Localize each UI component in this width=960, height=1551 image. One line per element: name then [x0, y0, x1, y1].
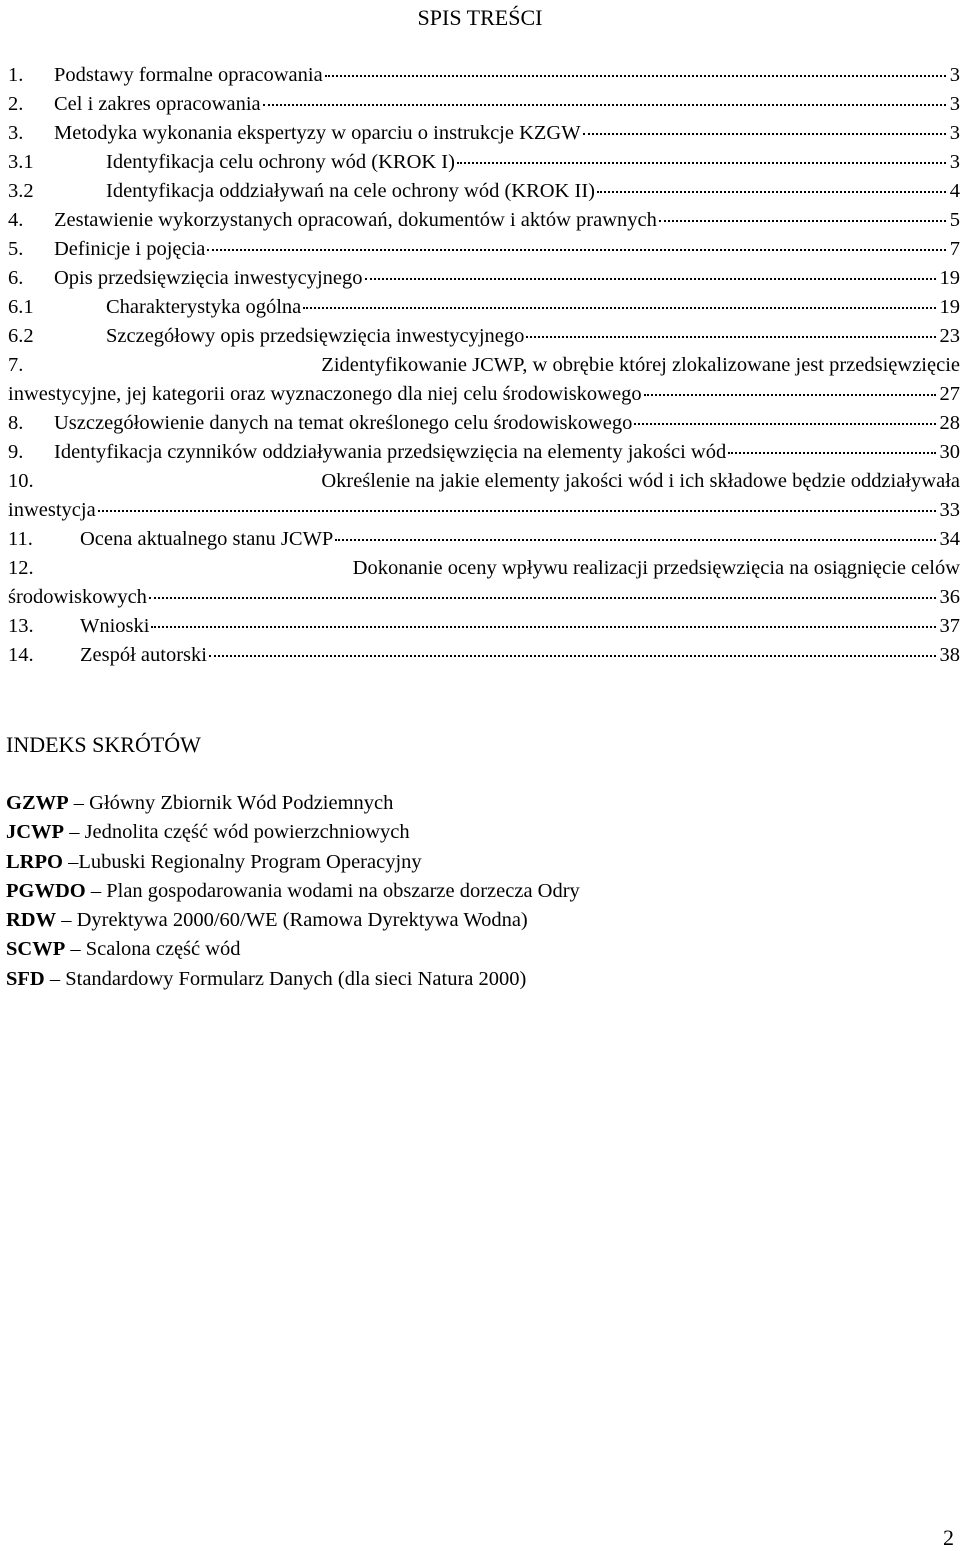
- toc-entry-page: 33: [939, 499, 960, 521]
- abbreviation-code: GZWP: [6, 792, 69, 814]
- toc-entry-number: 6.: [8, 267, 24, 289]
- toc-dot-leader: [659, 219, 946, 222]
- abbreviation-description: Jednolita część wód powierzchniowych: [84, 821, 410, 844]
- toc-entry-number: 9.: [8, 441, 24, 463]
- toc-entry-title: Charakterystyka ogólna: [106, 296, 302, 318]
- toc-entry[interactable]: [8, 583, 960, 612]
- toc-dot-leader: [457, 161, 946, 164]
- abbreviation-code: LRPO: [6, 850, 63, 873]
- toc-entry-title: Zestawienie wykorzystanych opracowań, dokumentów i aktów prawnych: [54, 209, 657, 231]
- toc-entry-title: Identyfikacja czynników oddziaływania przedsięwzięcia na elementy jakości wód: [54, 441, 727, 463]
- toc-dot-leader: [634, 422, 935, 425]
- abbreviation-item: [6, 965, 956, 994]
- toc-entry-title: Uszczegółowienie danych na temat określonego celu środowiskowego: [54, 412, 633, 434]
- toc-entry-number: 13.: [8, 615, 34, 637]
- toc-dot-leader: [207, 248, 945, 251]
- toc-entry-page: 30: [939, 441, 960, 463]
- toc-dot-leader: [335, 538, 935, 541]
- toc-entry-number: 3.1: [8, 151, 34, 173]
- toc-entry-title: Szczegółowy opis przedsięwzięcia inwestycyjnego: [106, 325, 525, 347]
- toc-dot-leader: [151, 625, 935, 628]
- toc-dot-leader: [644, 393, 936, 396]
- toc-entry-title: Wnioski: [80, 615, 150, 637]
- toc-entry-title: Metodyka wykonania ekspertyzy w oparciu o instrukcje KZGW: [54, 122, 581, 144]
- toc-entry[interactable]: [8, 235, 960, 264]
- abbreviation-item: [6, 906, 956, 935]
- toc-entry-page: 3: [949, 93, 960, 115]
- toc-entry-number: 11.: [8, 528, 33, 550]
- toc-dot-leader: [365, 277, 936, 280]
- abbreviations-list: [6, 789, 956, 994]
- toc-dot-leader: [728, 451, 935, 454]
- toc-entry[interactable]: [8, 380, 960, 409]
- toc-entry-page: 23: [939, 325, 960, 347]
- toc-entry-title: Określenie na jakie elementy jakości wód i ich składowe będzie oddziaływała: [321, 470, 960, 492]
- toc-dot-leader: [149, 596, 936, 599]
- abbreviation-separator: –: [64, 821, 85, 844]
- toc-entry[interactable]: [8, 641, 960, 670]
- toc-entry-page: 3: [949, 122, 960, 144]
- toc-entry-title: Identyfikacja celu ochrony wód (KROK I): [106, 151, 455, 173]
- toc-entry[interactable]: [8, 496, 960, 525]
- toc-entry-title: Dokonanie oceny wpływu realizacji przedsięwzięcia na osiągnięcie celów: [352, 557, 960, 579]
- toc-entry-number: 12.: [8, 557, 34, 579]
- toc-dot-leader: [325, 74, 946, 77]
- toc-entry[interactable]: [8, 264, 960, 293]
- abbreviation-item: [6, 848, 956, 877]
- abbreviation-description: Plan gospodarowania wodami na obszarze dorzecza Odry: [106, 879, 580, 902]
- toc-entry-page: 19: [939, 296, 960, 318]
- abbreviation-code: SCWP: [6, 938, 66, 961]
- abbreviation-description: Scalona część wód: [85, 938, 241, 961]
- toc-entry-page: 28: [939, 412, 960, 434]
- toc-entry-page: 3: [949, 151, 960, 173]
- toc-entry-title: Ocena aktualnego stanu JCWP: [80, 528, 334, 550]
- abbreviations-heading: INDEKS SKRÓTÓW: [6, 732, 201, 757]
- table-of-contents: [8, 61, 960, 670]
- toc-entry-page: 38: [939, 644, 960, 666]
- toc-dot-leader: [303, 306, 935, 309]
- toc-entry-title: Opis przedsięwzięcia inwestycyjnego: [54, 267, 363, 289]
- toc-entry[interactable]: [8, 119, 960, 148]
- toc-dot-leader: [209, 654, 936, 657]
- toc-entry-number: 5.: [8, 238, 24, 260]
- toc-entry-number: 1.: [8, 64, 24, 86]
- toc-entry-title: Podstawy formalne opracowania: [54, 64, 323, 86]
- abbreviation-description: Lubuski Regionalny Program Operacyjny: [78, 850, 422, 873]
- abbreviation-description: Dyrektywa 2000/60/WE (Ramowa Dyrektywa Wodna): [76, 909, 528, 932]
- toc-entry-title: Cel i zakres opracowania: [54, 93, 261, 115]
- toc-entry[interactable]: [8, 322, 960, 351]
- toc-entry-number: 14.: [8, 644, 34, 666]
- toc-dot-leader: [583, 132, 946, 135]
- toc-entry[interactable]: [8, 438, 960, 467]
- toc-entry-page: 37: [939, 615, 960, 637]
- abbreviation-description: Standardowy Formularz Danych (dla sieci Natura 2000): [65, 967, 527, 990]
- abbreviation-code: SFD: [6, 967, 45, 990]
- toc-entry[interactable]: [8, 525, 960, 554]
- abbreviation-separator: –: [44, 967, 66, 990]
- abbreviation-item: [6, 935, 956, 964]
- toc-entry-title: środowiskowych: [8, 586, 147, 608]
- toc-entry-title: Definicje i pojęcia: [54, 238, 206, 260]
- toc-entry[interactable]: [8, 351, 960, 380]
- toc-dot-leader: [526, 335, 935, 338]
- toc-entry[interactable]: [8, 612, 960, 641]
- toc-dot-leader: [98, 509, 936, 512]
- toc-entry-title: Zidentyfikowanie JCWP, w obrębie której zlokalizowane jest przedsięwzięcie: [321, 354, 960, 376]
- toc-entry-page: 4: [949, 180, 960, 202]
- abbreviation-code: PGWDO: [6, 879, 86, 902]
- abbreviation-code: RDW: [6, 909, 57, 932]
- toc-entry[interactable]: [8, 90, 960, 119]
- toc-entry[interactable]: [8, 177, 960, 206]
- toc-entry[interactable]: [8, 467, 960, 496]
- toc-entry-page: 5: [949, 209, 960, 231]
- toc-entry[interactable]: [8, 554, 960, 583]
- abbreviation-separator: –: [65, 938, 86, 961]
- page-title: SPIS TREŚCI: [417, 5, 543, 30]
- abbreviation-item: [6, 877, 956, 906]
- abbreviation-code: JCWP: [6, 821, 65, 844]
- toc-entry[interactable]: [8, 206, 960, 235]
- toc-entry-page: 19: [939, 267, 960, 289]
- toc-entry-page: 3: [949, 64, 960, 86]
- toc-entry-number: 3.2: [8, 180, 34, 202]
- toc-entry-title: Zespół autorski: [80, 644, 207, 666]
- abbreviation-description: Główny Zbiornik Wód Podziemnych: [89, 792, 394, 814]
- abbreviation-separator: –: [56, 909, 77, 932]
- toc-entry-number: 8.: [8, 412, 24, 434]
- toc-dot-leader: [597, 190, 946, 193]
- toc-entry-page: 36: [939, 586, 960, 608]
- toc-entry[interactable]: [8, 148, 960, 177]
- toc-entry[interactable]: [8, 293, 960, 322]
- toc-dot-leader: [263, 103, 946, 106]
- toc-entry-page: 34: [939, 528, 960, 550]
- toc-entry-number: 2.: [8, 93, 24, 115]
- toc-entry-page: 7: [949, 238, 960, 260]
- abbreviation-separator: –: [85, 879, 107, 902]
- toc-entry-title: Identyfikacja oddziaływań na cele ochrony wód (KROK II): [106, 180, 595, 202]
- abbreviation-separator: –: [62, 850, 79, 873]
- toc-entry[interactable]: [8, 409, 960, 438]
- toc-entry-number: 6.1: [8, 296, 34, 318]
- toc-entry[interactable]: [8, 61, 960, 90]
- abbreviation-separator: –: [68, 792, 90, 814]
- page-number: 2: [943, 1525, 954, 1550]
- toc-entry-title: inwestycyjne, jej kategorii oraz wyznaczonego dla niej celu środowiskowego: [8, 383, 642, 405]
- toc-entry-number: 6.2: [8, 325, 34, 347]
- toc-entry-number: 3.: [8, 122, 24, 144]
- toc-entry-number: 7.: [8, 354, 24, 376]
- abbreviation-item: [6, 789, 956, 818]
- toc-entry-number: 10.: [8, 470, 34, 492]
- toc-entry-page: 27: [939, 383, 960, 405]
- toc-entry-title: inwestycja: [8, 499, 96, 521]
- abbreviation-item: [6, 818, 956, 847]
- toc-entry-number: 4.: [8, 209, 24, 231]
